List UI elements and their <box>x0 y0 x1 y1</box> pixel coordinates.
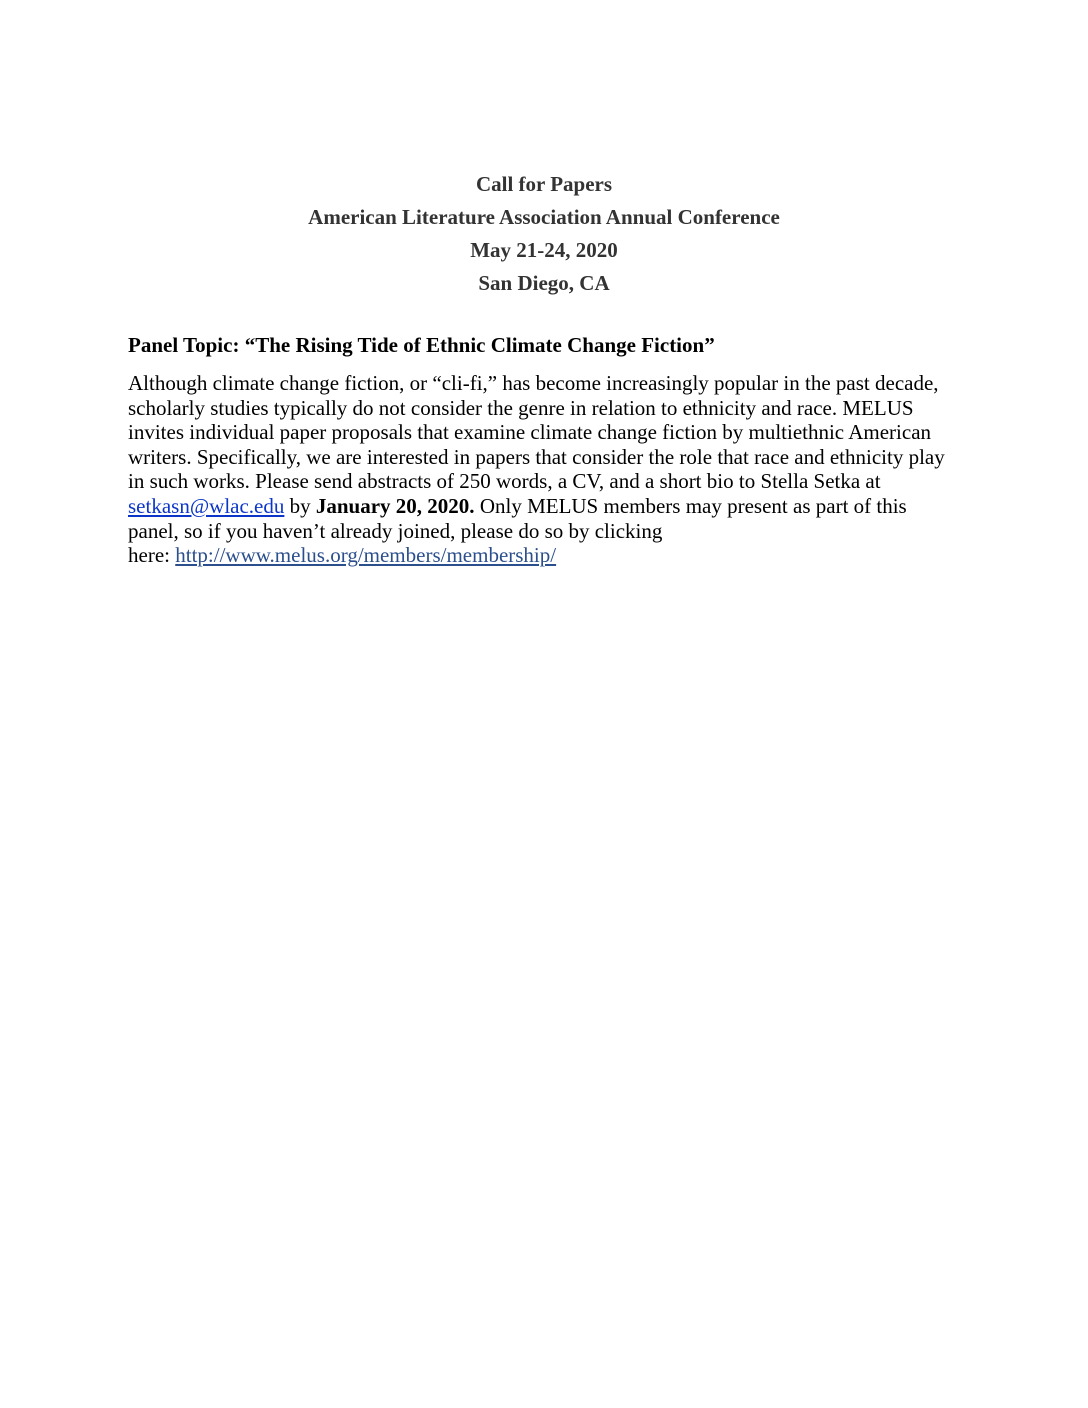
body-paragraph <box>128 371 968 568</box>
body-line: invites individual paper proposals that examine climate change fiction by multiethnic American <box>128 420 932 445</box>
panel-topic-heading: Panel Topic: “The Rising Tide of Ethnic Climate Change Fiction” <box>128 333 715 357</box>
email-link[interactable]: setkasn@wlac.edu <box>128 493 285 518</box>
header-title: Call for Papers <box>475 172 613 196</box>
header-conference-name: American Literature Association Annual Conference <box>308 205 780 229</box>
body-text-span: Only MELUS members may present as part of this <box>474 493 907 518</box>
header-location: San Diego, CA <box>478 271 610 295</box>
body-line: writers. Specifically, we are interested in papers that consider the role that race and ethnicity play <box>128 444 945 469</box>
membership-url-link[interactable]: http://www.melus.org/members/membership/ <box>175 543 557 568</box>
body-line: Although climate change fiction, or “cli-fi,” has become increasingly popular in the past decade, <box>128 371 939 395</box>
body-line: panel, so if you haven’t already joined, please do so by clicking <box>128 518 663 543</box>
header-dates: May 21-24, 2020 <box>470 238 618 262</box>
body-line: in such works. Please send abstracts of 250 words, a CV, and a short bio to Stella Setka at <box>128 469 881 494</box>
body-line <box>128 543 968 568</box>
document-header <box>0 168 1088 300</box>
deadline-date: January 20, 2020. <box>315 493 475 518</box>
body-line <box>128 494 968 519</box>
body-text-span: here: <box>128 543 176 568</box>
body-line: scholarly studies typically do not consider the genre in relation to ethnicity and race. MELUS <box>128 395 914 420</box>
body-text-span: by <box>284 493 316 518</box>
